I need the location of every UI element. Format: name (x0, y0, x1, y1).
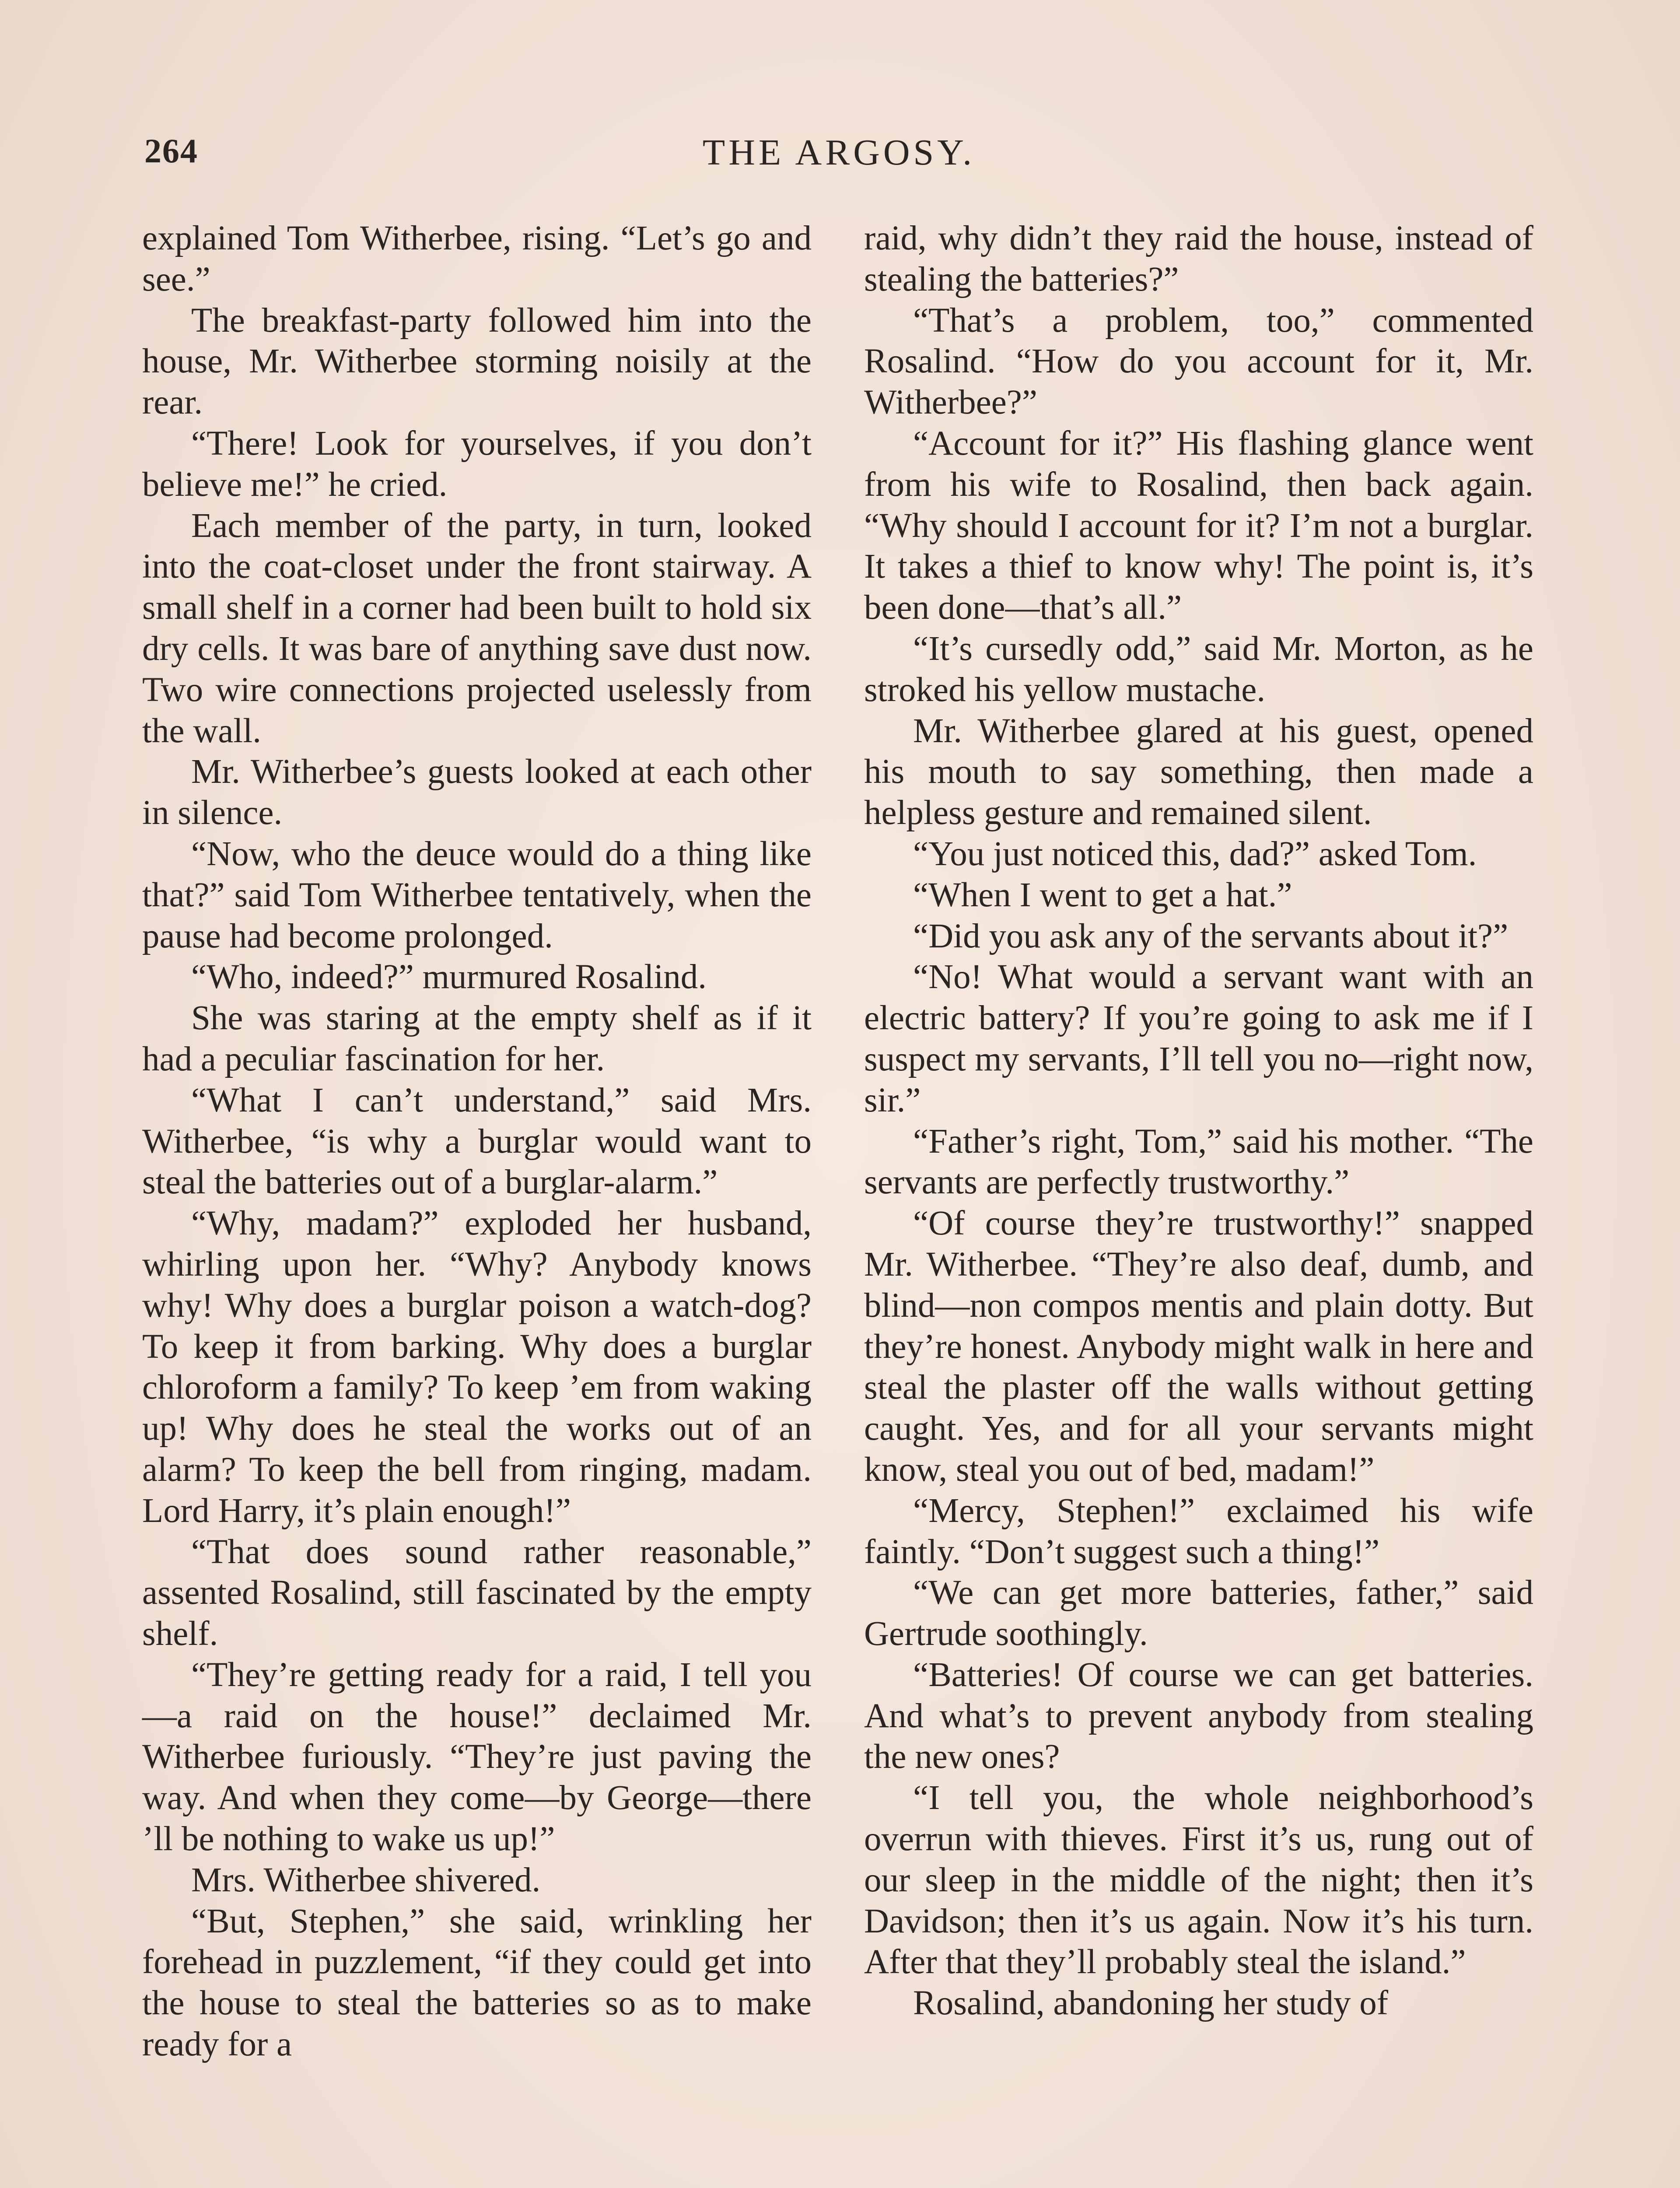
paragraph: “Father’s right, Tom,” said his mother. “The servants are perfectly trustworthy.” (864, 1122, 1533, 1202)
paragraph: Each member of the party, in turn, looked into the coat-closet under the front stairway. A small shelf in a corner had been built to hold six dry cells. It was bare of anything save dust now. Two wire connections projected uselessly from the wall. (142, 506, 812, 750)
paragraph: “No! What would a servant want with an electric battery? If you’re going to ask me if I suspect my servants, I’ll tell you no—right now, sir.” (864, 958, 1533, 1119)
paragraph: The breakfast-party followed him into the house, Mr. Witherbee storming noisily at the rear. (142, 301, 812, 422)
paragraph: “There! Look for yourselves, if you don’t believe me!” he cried. (142, 424, 812, 504)
right-column (864, 218, 1533, 2024)
paragraph: “We can get more batteries, father,” said Gertrude soothingly. (864, 1574, 1533, 1653)
paragraph: “Now, who the deuce would do a thing like that?” said Tom Witherbee tentatively, when the pause had become prolonged. (142, 835, 812, 955)
paragraph: Rosalind, abandoning her study of (913, 1984, 1389, 2023)
paragraph: “But, Stephen,” she said, wrinkling her forehead in puzzlement, “if they could get into the house to steal the batteries so as to make ready for a (142, 1902, 812, 2064)
paragraph: “Mercy, Stephen!” exclaimed his wife faintly. “Don’t suggest such a thing!” (864, 1491, 1533, 1571)
paragraph: Mrs. Witherbee shivered. (191, 1861, 541, 1899)
paragraph: “That’s a problem, too,” commented Rosalind. “How do you account for it, Mr. Witherbee?” (864, 301, 1533, 422)
paragraph: Mr. Witherbee’s guests looked at each other in silence. (142, 753, 812, 832)
paragraph: She was staring at the empty shelf as if it had a peculiar fascination for her. (142, 999, 812, 1078)
paragraph: “They’re getting ready for a raid, I tell you—a raid on the house!” declaimed Mr. Witherbee furiously. “They’re just paving the way. And when they come—by George—there ’ll be nothing to wake us up!” (142, 1655, 812, 1858)
paragraph: “Did you ask any of the servants about it?” (913, 917, 1508, 955)
page-number: 264 (144, 132, 198, 170)
page-header (144, 131, 1533, 184)
paragraph: “I tell you, the whole neighborhood’s overrun with thieves. First it’s us, rung out of our sleep in the middle of the night; then it’s Davidson; then it’s us again. Now it’s his turn. After that they’ll probably steal the island.” (864, 1779, 1533, 1981)
paragraph: “When I went to get a hat.” (913, 876, 1292, 914)
paragraph: “Why, madam?” exploded her husband, whirling upon her. “Why? Anybody knows why! Why does a burglar poison a watch-dog? To keep it from barking. Why does a burglar chloroform a family? To keep ’em from waking up! Why does he steal the works out of an alarm? To keep the bell from ringing, madam. Lord Harry, it’s plain enough!” (142, 1204, 812, 1530)
paragraph: “Batteries! Of course we can get batteries. And what’s to prevent anybody from stealing the new ones? (864, 1655, 1533, 1776)
paragraph: “Of course they’re trustworthy!” snapped Mr. Witherbee. “They’re also deaf, dumb, and blind—non compos mentis and plain dotty. But they’re honest. Anybody might walk in here and steal the plaster off the walls without getting caught. Yes, and for all your servants might know, steal you out of bed, madam!” (864, 1204, 1533, 1489)
paragraph: “Who, indeed?” murmured Rosalind. (191, 958, 707, 996)
paragraph: explained Tom Witherbee, rising. “Let’s go and see.” (142, 219, 812, 298)
paragraph: Mr. Witherbee glared at his guest, opened his mouth to say something, then made a helpless gesture and remained silent. (864, 712, 1533, 832)
left-column (142, 218, 812, 2065)
paragraph: “What I can’t understand,” said Mrs. Witherbee, “is why a burglar would want to steal the batteries out of a burglar-alarm.” (142, 1081, 812, 1202)
running-title: THE ARGOSY. (702, 132, 976, 173)
paragraph: raid, why didn’t they raid the house, instead of stealing the batteries?” (864, 219, 1533, 298)
paragraph: “You just noticed this, dad?” asked Tom. (913, 835, 1477, 873)
paragraph: “That does sound rather reasonable,” assented Rosalind, still fascinated by the empty shelf. (142, 1532, 812, 1653)
paragraph: “It’s cursedly odd,” said Mr. Morton, as he stroked his yellow mustache. (864, 629, 1533, 709)
paragraph: “Account for it?” His flashing glance went from his wife to Rosalind, then back again. “Why should I account for it? I’m not a burglar. It takes a thief to know why! The point is, it’s been done—that’s all.” (864, 424, 1533, 627)
